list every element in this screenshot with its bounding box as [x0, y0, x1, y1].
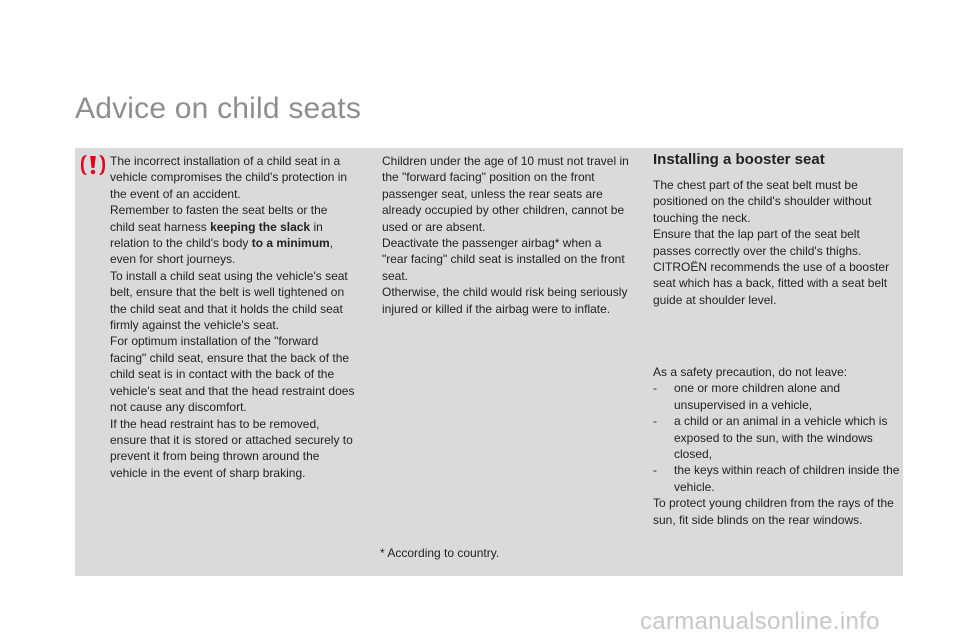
booster-paragraph: CITROËN recommends the use of a booster seat which has a back, fitted with a seat belt guide at shoulder level.	[653, 260, 890, 307]
airbag-paragraph: Otherwise, the child would risk being seriously injured or killed if the airbag were to inflate.	[382, 285, 628, 316]
warning-paragraph: Remember to fasten the seat belts or the child seat harness keeping the slack in relation to the child's body to a minimum, even for short journeys.	[110, 203, 334, 267]
booster-heading: Installing a booster seat	[653, 151, 825, 168]
footnote: * According to country.	[380, 546, 500, 560]
bold-text: to a minimum	[251, 236, 330, 251]
booster-section	[653, 150, 898, 308]
warning-icon	[81, 154, 105, 176]
list-item: - one or more children alone and unsupervised in a vehicle,	[653, 381, 841, 412]
safety-section	[653, 364, 903, 528]
booster-paragraph: The chest part of the seat belt must be positioned on the child's shoulder without touching the neck.	[653, 178, 872, 225]
airbag-text	[382, 153, 630, 317]
safety-outro: To protect young children from the rays of the sun, fit side blinds on the rear windows.	[653, 496, 894, 527]
warning-paragraph: If the head restraint has to be removed, ensure that it is stored or attached securely to prevent it from being thrown around the vehicle in the event of sharp braking.	[110, 416, 353, 480]
watermark: carmanualsonline.info	[640, 608, 880, 635]
warning-text	[110, 153, 355, 481]
warning-paragraph: For optimum installation of the "forward facing" child seat, ensure that the back of the child seat is in contact with the back of the vehicle's seat and that the head restraint does not cause any discomfort.	[110, 334, 355, 415]
airbag-paragraph: Deactivate the passenger airbag* when a "rear facing" child seat is installed on the front seat.	[382, 236, 625, 283]
list-item: - a child or an animal in a vehicle which is exposed to the sun, with the windows closed,	[653, 414, 888, 462]
warning-paragraph: To install a child seat using the vehicle's seat belt, ensure that the belt is well tightened on the child seat and that it holds the child seat firmly against the vehicle's seat.	[110, 268, 348, 333]
safety-intro: As a safety precaution, do not leave:	[653, 365, 848, 379]
page-title: Advice on child seats	[75, 92, 362, 125]
warning-paragraph: The incorrect installation of a child seat in a vehicle compromises the child's protection in the event of an accident.	[110, 154, 348, 201]
list-item: - the keys within reach of children inside the vehicle.	[653, 463, 900, 494]
booster-paragraph: Ensure that the lap part of the seat belt passes correctly over the child's thighs.	[653, 227, 862, 258]
airbag-paragraph: Children under the age of 10 must not travel in the "forward facing" position on the front passenger seat, unless the rear seats are already occupied by other children, cannot be used or are absent.	[382, 154, 629, 234]
bold-text: keeping the slack	[210, 219, 311, 234]
